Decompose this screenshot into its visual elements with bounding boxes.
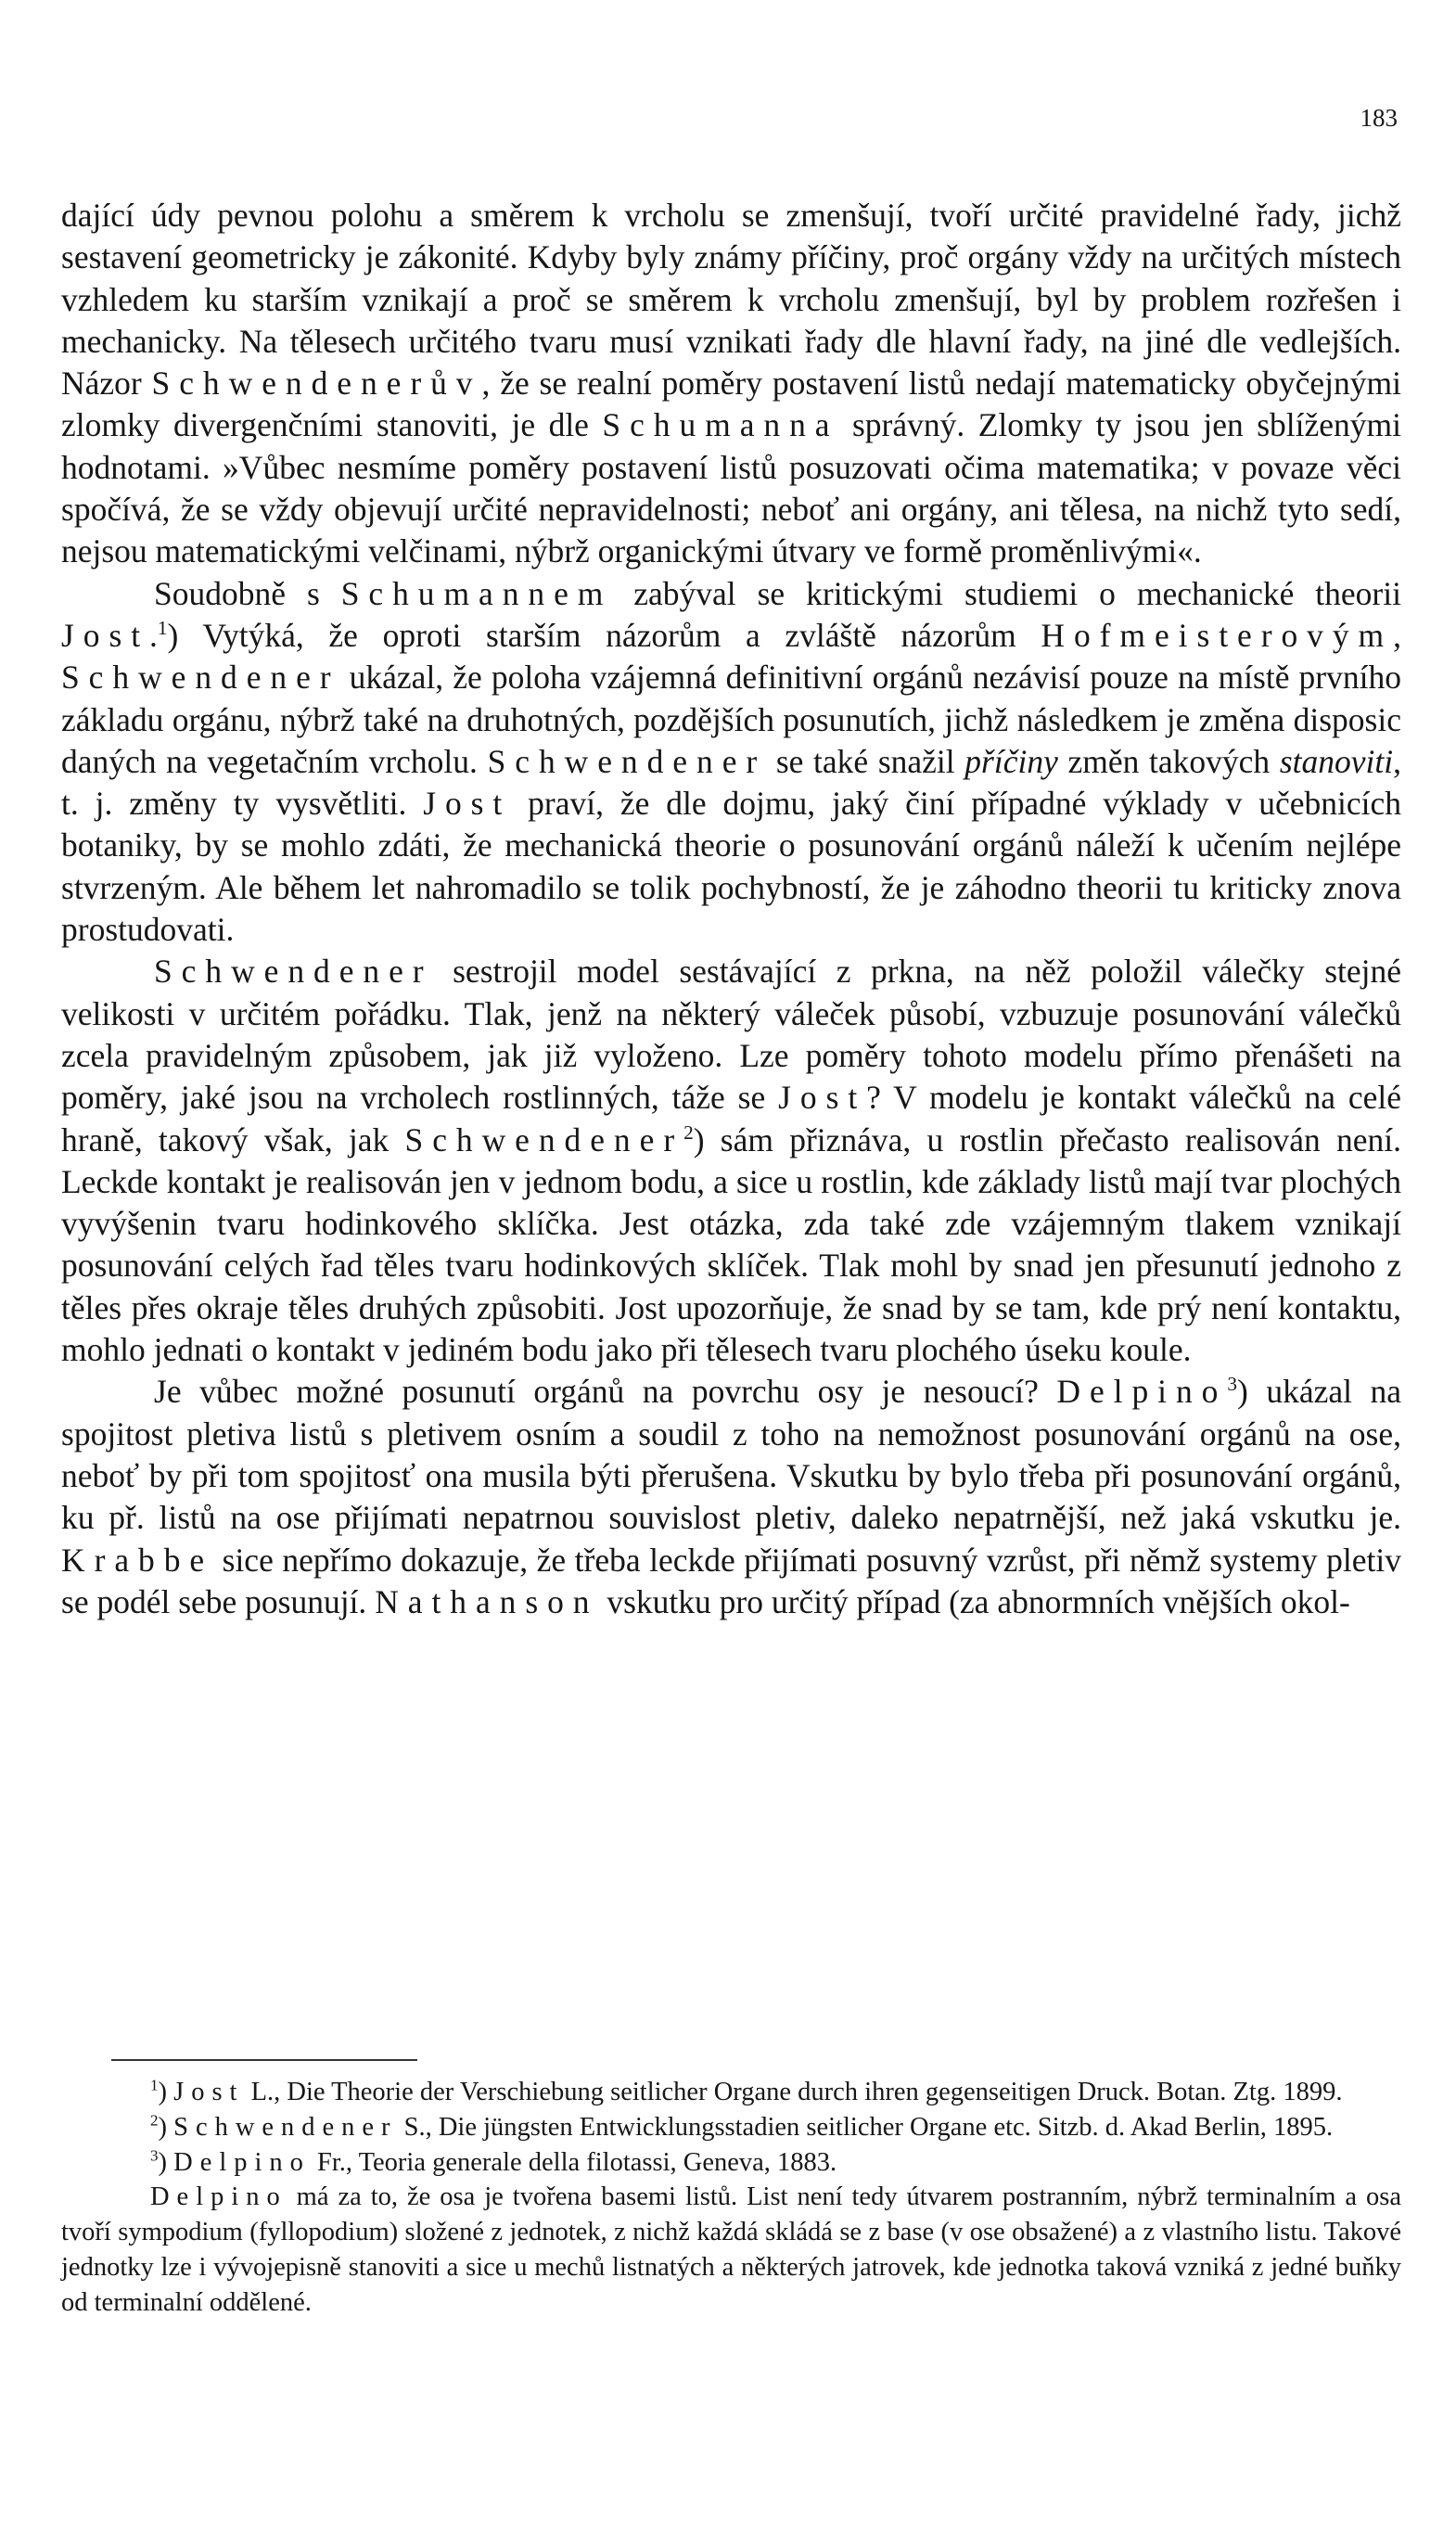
text-run: Fr., Teoria generale della filotassi, Geneva, 1883.	[310, 2147, 837, 2177]
author-name: Schumanna	[602, 406, 839, 444]
footnote	[61, 2145, 1401, 2181]
paragraph	[61, 1371, 1401, 1623]
text-run: )	[158, 2147, 174, 2177]
author-name: Schwendener	[154, 953, 433, 991]
footnote	[61, 2075, 1401, 2110]
author-name: Schwendener	[173, 2112, 398, 2142]
author-name: Jost	[61, 616, 150, 654]
author-name: Schumannem	[340, 574, 613, 612]
emphasis: stanoviti	[1279, 742, 1394, 780]
paragraph	[61, 951, 1401, 1371]
footnote-ref: 2	[150, 2111, 159, 2130]
text-run: dající údy pevnou polohu a směrem k vrcholu se zmenšují, tvoří určité pravidelné řady, jichž sestavení geometricky je zákonité. Kdyby byly známy příčiny, proč orgány vždy na určitých místech vzhledem ku starším vznikají a proč se směrem k vrcholu zmenšují, byl by problem rozřešen i mechanicky. Na tělesech určitého tvaru musí vznikati řady dle hlavní řady, na jiné dle vedlejších. Názor	[61, 197, 1401, 403]
text-run: , t. j. změny ty vysvětliti.	[61, 742, 1401, 823]
author-name: Delpino	[150, 2182, 287, 2212]
text-run: změn takových	[1057, 742, 1280, 780]
author-name: Delpino	[1056, 1373, 1228, 1411]
author-name: Jost	[173, 2078, 245, 2106]
text-run: .	[149, 616, 158, 654]
text-run: , že se realní poměry postavení listů nedají matematicky obyčejnými zlomky divergenčními stanoviti, je dle	[61, 365, 1401, 444]
footnotes	[61, 2075, 1401, 2321]
text-run: )	[158, 2078, 174, 2106]
footnote	[61, 2110, 1401, 2145]
footnote-divider	[111, 2059, 417, 2061]
footnote-ref: 2	[683, 1120, 694, 1144]
author-name: Schwendenerův	[151, 365, 482, 403]
footnote	[61, 2180, 1401, 2320]
text-run: Soudobně s	[154, 574, 341, 612]
text-run: správný. Zlomky ty jsou jen sblíženými hodnotami. »Vůbec nesmíme poměry postavení listů posuzovati očima matematika; v povaze věci spočívá, že se vždy objevují určité nepravidelnosti; neboť ani orgány, ani tělesa, na nichž tyto sedí, nejsou matematickými velčinami, nýbrž organickými útvary ve formě proměnlivými«.	[61, 406, 1402, 570]
emphasis: příčiny	[964, 742, 1058, 780]
main-text	[61, 195, 1401, 1623]
author-name: Schwendener	[404, 1120, 684, 1158]
author-name: Schwendener	[61, 659, 340, 697]
text-run: ,	[1393, 616, 1401, 654]
text-run: sice nepřímo dokazuje, že třeba leckde přijímati posuvný vzrůst, při němž systemy pletiv se podél sebe posunují.	[61, 1541, 1401, 1620]
text-run: ? V modelu je kontakt válečků na celé hraně, takový však, jak	[61, 1079, 1402, 1158]
text-run: )	[158, 2112, 174, 2142]
text-run: ) sám přiznáva, u rostlin přečasto realisován není. Leckde kontakt je realisován jen v jednom bodu, a sice u rostlin, kde základy listů mají tvar plochých vyvýšenin tvaru hodinkového sklíčka. Jest otázka, zda také zde vzájemným tlakem vznikají posunování celých řad těles tvaru hodinkových sklíček. Tlak mohl by snad jen přesunutí jednoho z těles přes okraje těles druhých způsobiti. Jost upozorňuje, že snad by se tam, kde prý není kontaktu, mohlo jednati o kontakt v jediném bodu jako při tělesech tvaru plochého úseku koule.	[61, 1120, 1401, 1369]
text-run: Je vůbec možné posunutí orgánů na povrchu osy je nesoucí?	[154, 1373, 1057, 1411]
text-run: vskutku pro určitý případ (za abnormních vnějších okol-	[598, 1582, 1350, 1620]
text-run: ) ukázal na spojitost pletiva listů s pletivem osním a soudil z toho na nemožnost posunování orgánů na ose, neboť by při tom spojitosť ona musila býti přerušena. Vskutku by bylo třeba při posunování orgánů, ku př. listů na ose přijímati nepatrnou souvislost pletiv, daleko nepatrnější, než jaká vskutku je.	[61, 1373, 1401, 1537]
text-run: zabýval se kritickými studiemi o mechanické theorii	[612, 574, 1401, 612]
page-number: 183	[1360, 104, 1398, 132]
text-run: sestrojil model sestávající z prkna, na něž položil válečky stejné velikosti v určitém pořádku. Tlak, jenž na některý váleček působí, vzbuzuje posunování válečků zcela pravidelným způsobem, jak již vyloženo. Lze poměry tohoto modelu přímo přenášeti na poměry, jaké jsou na vrcholech rostlinných, táže se	[61, 953, 1401, 1117]
text-run: ) Vytýká, že oproti starším názorům a zvláště názorům	[167, 616, 1041, 654]
author-name: Jost	[423, 785, 512, 823]
text-run: má za to, že osa je tvořena basemi listů. List není tedy útvarem postranním, nýbrž terminalním a osa tvoří sympodium (fyllopodium) složené z jednotek, z nichž každá skládá se z base (v ose obsažené) a z vlastního listu. Takové jednotky lze i vývojepisně stanoviti a sice u mechů listnatých a některých jatrovek, kde jednotka taková vzniká z jedné buňky od terminalní oddělené.	[61, 2182, 1401, 2317]
footnote-ref: 1	[150, 2076, 159, 2094]
text-run: S., Die jüngsten Entwicklungsstadien seitlicher Organe etc. Sitzb. d. Akad Berlin, 1895.	[397, 2112, 1334, 2142]
author-name: Delpino	[173, 2147, 311, 2177]
text-run: ukázal, že poloha vzájemná definitivní orgánů nezávisí pouze na místě prvního základu orgánu, nýbrž také na druhotných, pozdějších posunutích, jichž následkem je změna disposic daných na vegetačním vrcholu.	[61, 659, 1401, 780]
author-name: Jost	[778, 1079, 867, 1117]
text-run: praví, že dle dojmu, jaký činí případné výklady v učebnicích botaniky, by se mohlo zdáti, že mechanická theorie o posunování orgánů náleží k učením nejlépe stvrzeným. Ale během let nahromadilo se tolik pochybností, že je záhodno theorii tu kriticky znova prostudovati.	[61, 785, 1401, 949]
author-name: Nathanson	[375, 1582, 599, 1620]
author-name: Schwendener	[487, 742, 767, 780]
text-run: L., Die Theorie der Verschiebung seitlicher Organe durch ihren gegenseitigen Druck. Botan. Ztg. 1899.	[244, 2078, 1343, 2106]
footnote-ref: 1	[157, 617, 168, 640]
author-name: Hofmeisterovým	[1041, 616, 1394, 654]
footnote-ref: 3	[150, 2146, 159, 2165]
footnote-ref: 3	[1227, 1373, 1237, 1396]
paragraph	[61, 195, 1401, 573]
paragraph	[61, 573, 1401, 952]
text-run: se také snažil	[766, 742, 965, 780]
author-name: Krabbe	[61, 1541, 214, 1579]
